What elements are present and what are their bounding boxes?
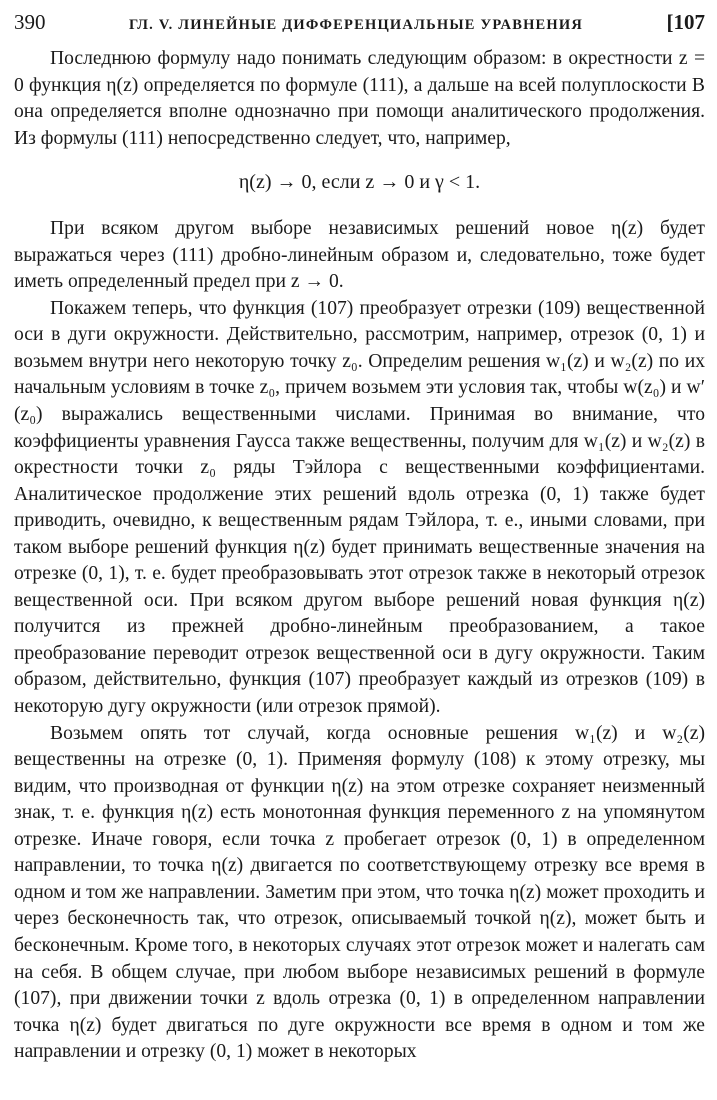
page-body — [14, 46, 705, 1066]
page-number: 390 — [14, 10, 46, 34]
display-formula: η(z) → 0, если z → 0 и γ < 1. — [238, 171, 481, 194]
paragraph-1: Последнюю формулу надо понимать следующим образом: в окрестности z = 0 функция η(z) определяется по формуле (111), а дальше на всей полуплоскости B она определяется вполне однозначно при помощи аналитического продолжения. Из формулы (111) непосредственно следует, что, например, — [14, 48, 705, 149]
chapter-title: ГЛ. V. ЛИНЕЙНЫЕ ДИФФЕРЕНЦИАЛЬНЫЕ УРАВНЕНИЯ — [128, 17, 584, 33]
running-header — [14, 10, 705, 40]
section-number: [107 — [666, 10, 705, 34]
paragraph-4: Возьмем опять тот случай, когда основные решения w₁(z) и w₂(z) вещественны на отрезке (0, 1). Применяя формулу (108) к этому отрезку, мы видим, что производная от функции η(z) на этом отрезке сохраняет неизменный знак, т. е. функция η(z) есть монотонная функция переменного z на упомянутом отрезке. Иначе говоря, если точка z пробегает отрезок (0, 1) в определенном направлении, то точка η(z) двигается по соответствующему отрезку все время в одном и том же направлении. Заметим при этом, что точка η(z) может проходить и через бесконечность так, что отрезок, описываемый точкой η(z), может быть и бесконечным. Кроме того, в некоторых случаях этот отрезок может и налегать сам на себя. В общем случае, при любом выборе независимых решений в формуле (107), при движении точки z вдоль отрезка (0, 1) в определенном направлении точка η(z) будет двигаться по дуге окружности все время в одном и том же направлении и отрезку (0, 1) может в некоторых — [14, 722, 705, 1063]
paragraph-3: Покажем теперь, что функция (107) преобразует отрезки (109) вещественной оси в дуги окружности. Действительно, рассмотрим, например, отрезок (0, 1) и возьмем внутри него некоторую точку z₀. Определим решения w₁(z) и w₂(z) по их начальным условиям в точке z₀, причем возьмем эти условия так, чтобы w(z₀) и w′(z₀) выражались вещественными числами. Принимая во внимание, что коэффициенты уравнения Гаусса также вещественны, получим для w₁(z) и w₂(z) в окрестности точки z₀ ряды Тэйлора с вещественными коэффициентами. Аналитическое продолжение этих решений вдоль отрезка (0, 1) также будет приводить, очевидно, к вещественным рядам Тэйлора, т. е., иными словами, при таком выборе решений функция η(z) будет принимать вещественные значения на отрезке (0, 1), т. е. будет преобразовывать этот отрезок также в некоторый отрезок вещественной оси. При всяком другом выборе решений новая функция η(z) получится из прежней дробно-линейным преобразованием, а такое преобразование переводит отрезок вещественной оси в дугу окружности. Таким образом, действительно, функция (107) преобразует каждый из отрезков (109) в некоторую дугу окружности (или отрезок прямой). — [14, 297, 705, 718]
paragraph-2: При всяком другом выборе независимых решений новое η(z) будет выражаться через (111) дробно-линейным образом и, следовательно, тоже будет иметь определенный предел при z → 0. — [14, 218, 705, 293]
